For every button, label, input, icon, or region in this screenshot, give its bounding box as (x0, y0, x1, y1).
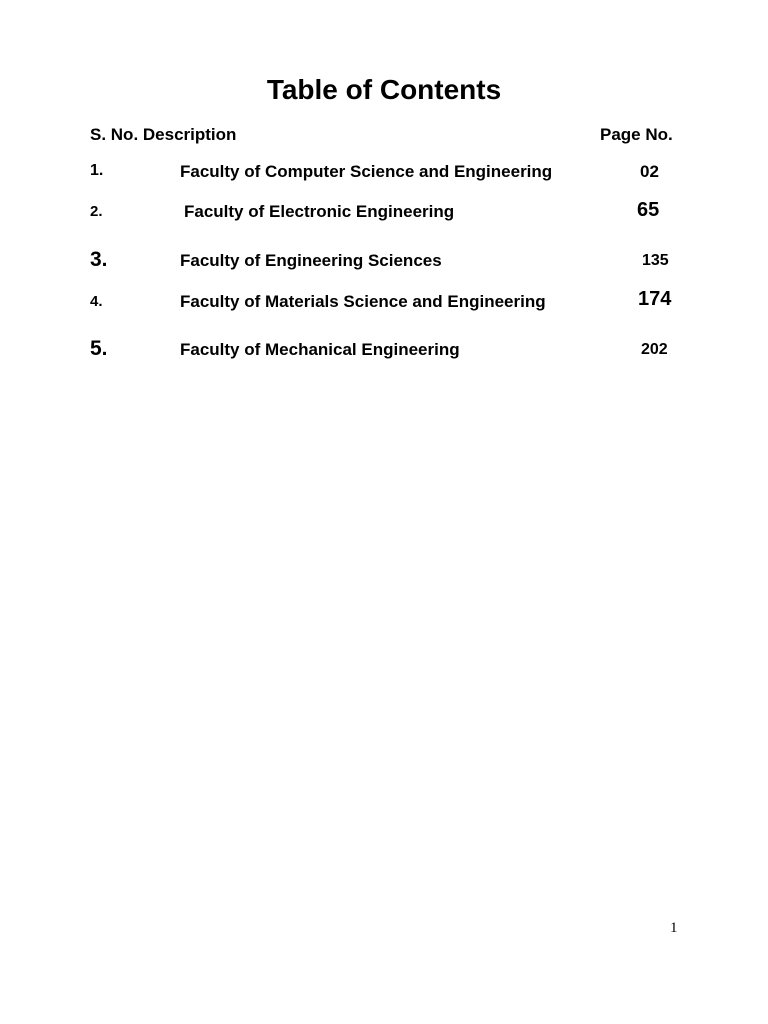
toc-entry (0, 248, 768, 278)
toc-entry-description: Faculty of Engineering Sciences (180, 251, 442, 270)
toc-entry-description: Faculty of Materials Science and Engineering (180, 292, 546, 311)
toc-entry-sno: 5. (90, 337, 108, 360)
toc-entry-sno: 2. (90, 203, 103, 220)
page-number: 1 (670, 920, 678, 936)
page-title: Table of Contents (266, 74, 502, 105)
toc-entry-page: 202 (641, 341, 668, 358)
toc-entry-description: Faculty of Electronic Engineering (184, 202, 455, 221)
header-sno-description: S. No. Description (90, 125, 237, 144)
toc-entry (0, 337, 768, 367)
toc-entry-page: 135 (642, 252, 669, 269)
toc-entry-description: Faculty of Computer Science and Engineering (180, 162, 553, 181)
toc-entry-page: 02 (640, 162, 659, 181)
toc-entry-page: 65 (637, 199, 660, 221)
header-page-no: Page No. (600, 125, 673, 144)
toc-entry-sno: 3. (90, 248, 108, 271)
toc-entry (0, 162, 768, 192)
toc-entry-sno: 4. (90, 293, 103, 310)
toc-entry-page: 174 (638, 288, 672, 310)
toc-entry (0, 290, 768, 320)
toc-entry (0, 201, 768, 231)
toc-entry-description: Faculty of Mechanical Engineering (180, 340, 460, 359)
toc-entry-sno: 1. (90, 162, 104, 179)
